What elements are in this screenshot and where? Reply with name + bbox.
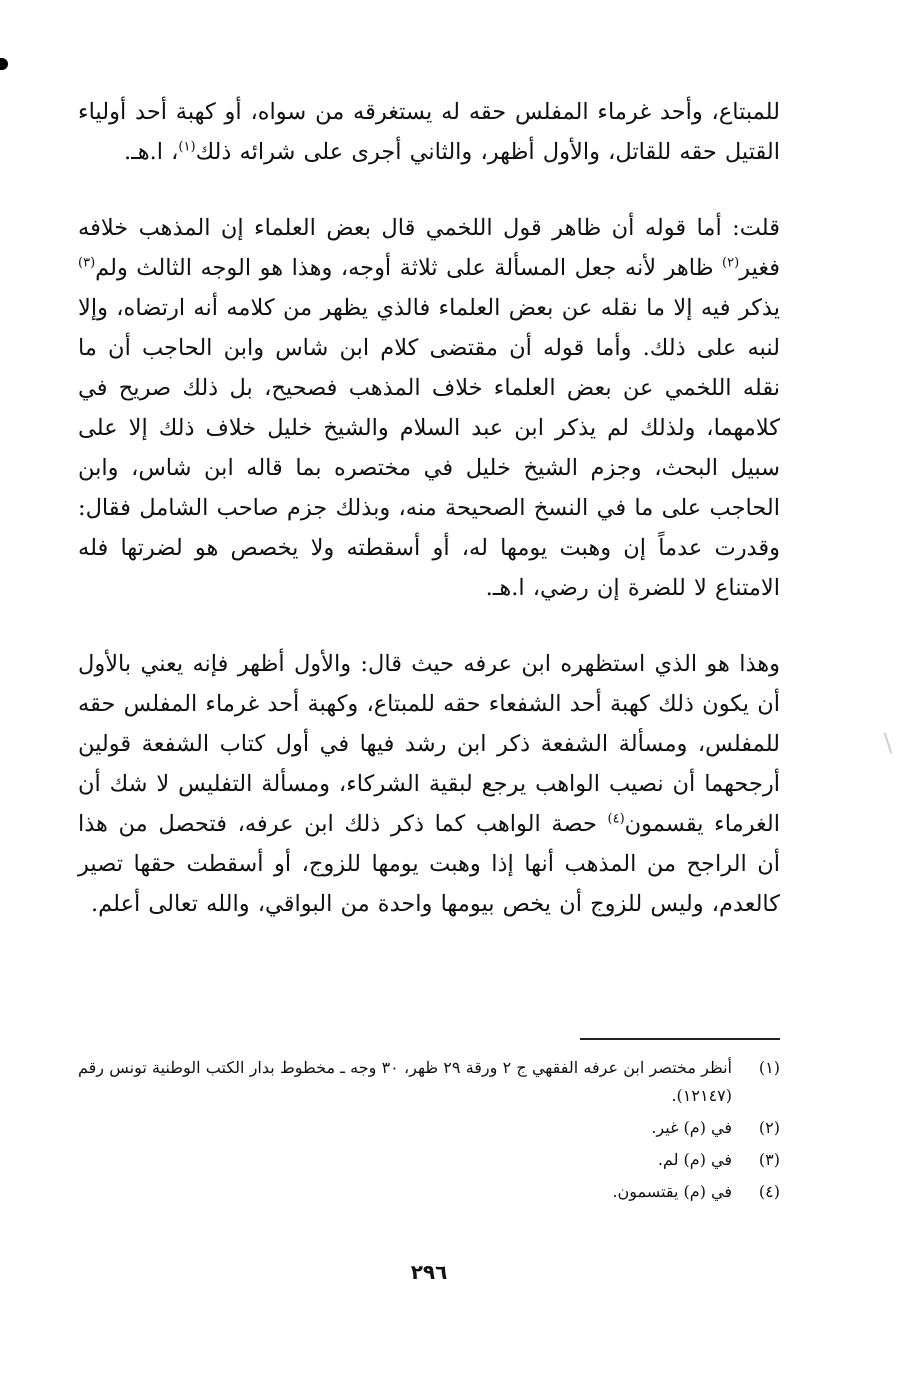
paragraph-2-text: قلت: أما قوله أن ظاهر قول اللخمي قال بعض العلماء إن المذهب خلافه فغير — [78, 215, 780, 281]
footnote-ref-4[interactable]: (٤) — [607, 811, 625, 827]
paragraph-3 — [78, 644, 780, 924]
paragraph-2-text-end: يذكر فيه إلا ما نقله عن بعض العلماء فالذي يظهر من كلامه أنه ارتضاه، وإلا لنبه على ذلك. وأما قوله أن مقتضى كلام ابن شاس وابن الحاجب أن ما نقله اللخمي عن بعض العلماء خلاف المذهب فصحيح، بل ذلك صريح في كلامهما، ولذلك لم يذكر ابن عبد السلام والشيخ خليل خلاف ذلك إلا على سبيل البحث، وجزم الشيخ خليل في مختصره بما قاله ابن شاس، وابن الحاجب على ما في النسخ الصحيحة منه، وبذلك جزم صاحب الشامل فقال: وقدرت عدماً إن وهبت يومها له، أو أسقطته ولا يخصص هو لضرتها فله الامتناع لا للضرة إن رضي، ا.هـ. — [78, 295, 780, 601]
paragraph-3-text-end: حصة الواهب كما ذكر ذلك ابن عرفه، فتحصل من هذا أن الراجح من المذهب أنها إذا وهبت يومها للزوج، أو أسقطت حقها تصير كالعدم، وليس للزوج أن يخص بيومها واحدة من البواقي، والله تعالى أعلم. — [78, 811, 780, 917]
footnote-ref-3[interactable]: (٣) — [78, 255, 96, 271]
paragraph-1-text-end: ، ا.هـ. — [123, 139, 179, 165]
paragraph-3-text: وهذا هو الذي استظهره ابن عرفه حيث قال: والأول أظهر فإنه يعني بالأول أن يكون ذلك كهبة أحد الشفعاء حقه للمبتاع، وكهبة أحد غرماء المفلس حقه للمفلس، ومسألة الشفعة ذكر ابن رشد فيها في أول كتاب الشفعة قولين أرجحهما أن نصيب الواهب يرجع لبقية الشركاء، ومسألة التفليس لا شك أن الغرماء يقسمون — [78, 651, 780, 837]
footnote-text: أنظر مختصر ابن عرفه الفقهي ج ٢ ورقة ٢٩ ظهر، ٣٠ وجه ـ مخطوط بدار الكتب الوطنية تونس رقم (١٢١٤٧). — [78, 1058, 733, 1105]
footnote-text: في (م) غير. — [651, 1118, 732, 1137]
paragraph-2 — [78, 208, 780, 608]
page-number: ٢٩٦ — [410, 1260, 448, 1284]
footnote-ref-2[interactable]: (٢) — [722, 255, 740, 271]
footnote-3 — [78, 1146, 780, 1174]
footnote-text: في (م) يقتسمون. — [612, 1182, 732, 1201]
footnote-text: في (م) لم. — [657, 1150, 732, 1169]
footnote-2 — [78, 1114, 780, 1142]
footnote-4 — [78, 1178, 780, 1206]
footnote-number: (٢) — [758, 1118, 780, 1137]
footnote-ref-1[interactable]: (١) — [178, 139, 196, 155]
scan-mark — [884, 732, 893, 754]
document-page — [78, 92, 780, 1312]
footnote-1 — [78, 1054, 780, 1110]
footnotes-section — [78, 1054, 780, 1210]
footnote-number: (٤) — [758, 1182, 780, 1201]
paragraph-1-text: للمبتاع، وأحد غرماء المفلس حقه له يستغرقه من سواه، أو كهبة أحد أولياء القتيل حقه للقاتل، والأول أظهر، والثاني أجرى على شرائه ذلك — [78, 99, 780, 165]
scan-ink-dot — [0, 58, 8, 70]
paragraph-2-text-mid: ظاهر لأنه جعل المسألة على ثلاثة أوجه، وهذا هو الوجه الثالث ولم — [95, 255, 723, 281]
footnote-number: (١) — [758, 1058, 780, 1077]
paragraph-1 — [78, 92, 780, 172]
footnote-number: (٣) — [758, 1150, 780, 1169]
footnote-divider — [580, 1038, 780, 1040]
